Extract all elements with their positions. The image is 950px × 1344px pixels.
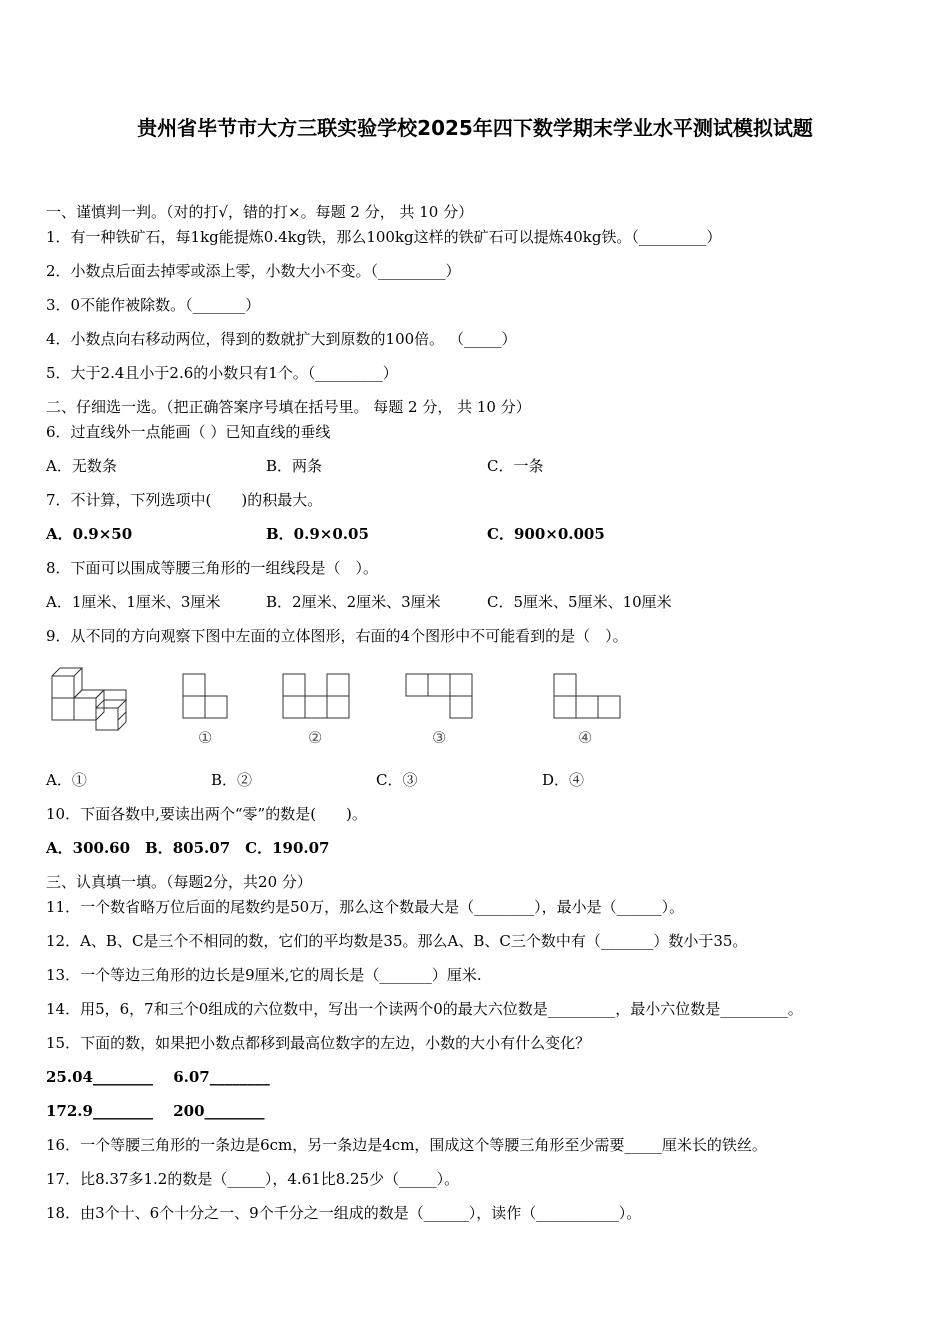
question-15: 15．下面的数，如果把小数点都移到最高位数字的左边，小数的大小有什么变化？	[46, 1034, 591, 1052]
figure-label-3: ③	[432, 728, 447, 747]
q15-row-1: 25.04________ 6.07________	[46, 1068, 270, 1086]
figure-label-4: ④	[578, 728, 593, 747]
q7-option-a: A．0.9×50	[46, 525, 133, 543]
figure-label-1: ①	[198, 728, 213, 747]
solid-figure	[50, 664, 135, 734]
q9-option-d: D．④	[542, 771, 585, 789]
q8-option-c: C．5厘米、5厘米、10厘米	[487, 593, 672, 611]
q9-figures	[46, 662, 666, 757]
question-3: 3．0不能作被除数。（_______）	[46, 296, 261, 314]
question-10: 10．下面各数中,要读出两个“零”的数是( )。	[46, 805, 367, 823]
page-title: 贵州省毕节市大方三联实验学校2025年四下数学期末学业水平测试模拟试题	[137, 116, 813, 140]
view-figure-3	[405, 673, 475, 721]
q6-option-c: C．一条	[487, 457, 544, 475]
q9-option-b: B．②	[211, 771, 253, 789]
q9-option-c: C．③	[376, 771, 418, 789]
q6-option-a: A．无数条	[46, 457, 117, 475]
section-3-heading: 三、认真填一填。（每题2分，共20 分）	[46, 873, 312, 891]
q7-option-c: C．900×0.005	[487, 525, 605, 543]
question-14: 14．用5，6，7和三个0组成的六位数中，写出一个读两个0的最大六位数是_________，最小六位数是_________。	[46, 1000, 803, 1018]
question-17: 17．比8.37多1.2的数是（_____），4.61比8.25少（_____）。	[46, 1170, 460, 1188]
question-2: 2．小数点后面去掉零或添上零，小数大小不变。（_________）	[46, 262, 461, 280]
q9-option-a: A．①	[46, 771, 87, 789]
q8-option-a: A．1厘米、1厘米、3厘米	[46, 593, 221, 611]
section-2-heading: 二、仔细选一选。（把正确答案序号填在括号里。 每题 2 分， 共 10 分）	[46, 398, 531, 416]
view-figure-2	[282, 673, 352, 721]
q7-option-b: B．0.9×0.05	[266, 525, 369, 543]
question-4: 4．小数点向右移动两位，得到的数就扩大到原数的100倍。 （_____）	[46, 330, 517, 348]
question-8: 8．下面可以围成等腰三角形的一组线段是（ ）。	[46, 559, 379, 577]
view-figure-1	[182, 673, 230, 721]
question-5: 5．大于2.4且小于2.6的小数只有1个。（_________）	[46, 364, 398, 382]
figure-label-2: ②	[308, 728, 323, 747]
question-18: 18．由3个十、6个十分之一、9个千分之一组成的数是（______），读作（___________）。	[46, 1204, 642, 1222]
question-11: 11．一个数省略万位后面的尾数约是50万，那么这个数最大是（________），最小是（______）。	[46, 898, 685, 916]
question-1: 1．有一种铁矿石，每1kg能提炼0.4kg铁，那么100kg这样的铁矿石可以提炼40kg铁。（_________）	[46, 228, 722, 246]
question-12: 12．A、B、C是三个不相同的数，它们的平均数是35。那么A、B、C三个数中有（_______）数小于35。	[46, 932, 748, 950]
question-6: 6．过直线外一点能画（ ）已知直线的垂线	[46, 423, 331, 441]
q6-option-b: B．两条	[266, 457, 323, 475]
view-figure-4	[553, 673, 623, 721]
q15-row-2: 172.9________ 200________	[46, 1102, 265, 1120]
q10-options: A．300.60 B．805.07 C．190.07	[46, 839, 330, 857]
question-9: 9．从不同的方向观察下图中左面的立体图形，右面的4个图形中不可能看到的是（ ）。	[46, 627, 628, 645]
question-13: 13．一个等边三角形的边长是9厘米,它的周长是（_______）厘米.	[46, 966, 482, 984]
question-16: 16．一个等腰三角形的一条边是6cm，另一条边是4cm，围成这个等腰三角形至少需要_____厘米长的铁丝。	[46, 1136, 767, 1154]
section-1-heading: 一、谨慎判一判。（对的打√，错的打×。每题 2 分， 共 10 分）	[46, 203, 474, 221]
q8-option-b: B．2厘米、2厘米、3厘米	[266, 593, 441, 611]
question-7: 7．不计算，下列选项中( )的积最大。	[46, 491, 323, 509]
